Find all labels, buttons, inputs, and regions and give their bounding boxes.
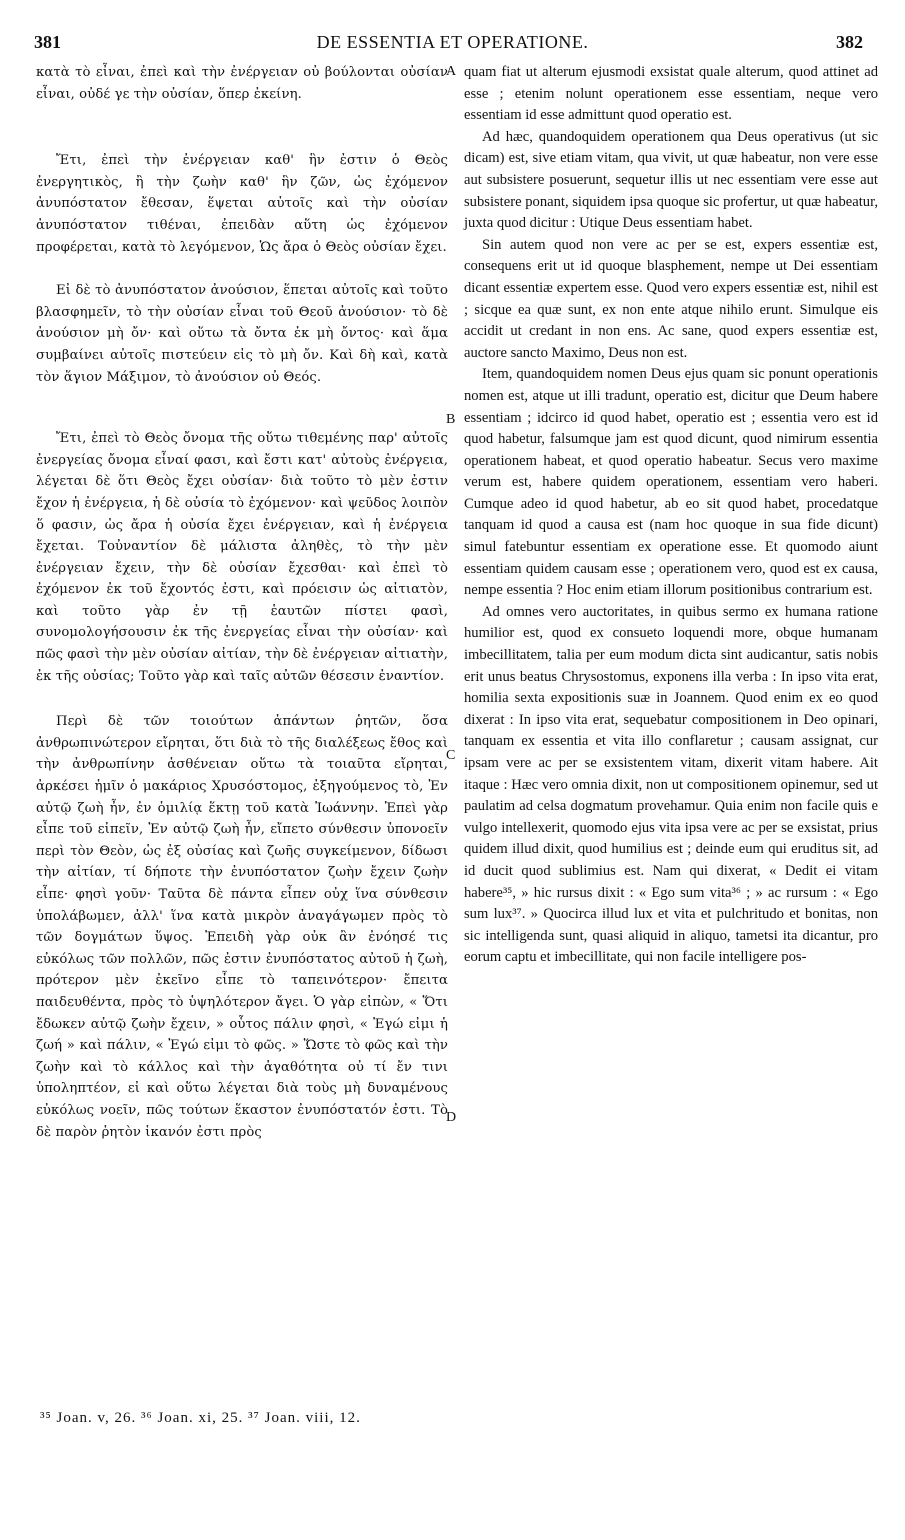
paragraph-gap (36, 687, 448, 711)
greek-paragraph: κατὰ τὸ εἶναι, ἐπεὶ καὶ τὴν ἐνέργειαν οὐ βούλονται οὐσίαν εἶναι, οὐδέ γε τὴν οὐσίαν, ὅπερ ἐκείνη. (36, 65, 448, 102)
margin-marker-d: D (446, 1110, 457, 1125)
latin-paragraph: Item, quandoquidem nomen Deus ejus quam sic ponunt operationis nomen est, atque ut illi tradunt, operatio est, dicitur que Deum habere essentiam ; idcirco id quod habet, operatio est ; essentia vero est id quod habetur, falsumque jam est quod dicunt, quod nimirum essentia operationem habeat, et quod operatio habeatur. Secus vero maxime verum est, habere quidem operationem, essentiam vero haberi. Cumque adeo id quod habetur, ab eo sit quod habet, procedatque tanquam id quod a causa est (nam hoc quoque in sua fide dicunt) simul fatebuntur essentiam ex operatione esse. Et quomodo aiunt essentiam quidem causam esse ; operationem vero, quod est ex causa, nempe essentia ? Hoc enim etiam illorum positionibus contrarium est. (464, 366, 878, 599)
paragraph-gap (36, 388, 448, 428)
greek-paragraph: Εἰ δὲ τὸ ἀνυπόστατον ἀνούσιον, ἕπεται αὐτοῖς καὶ τοῦτο βλασφημεῖν, τὸ τὴν οὐσίαν εἶναι τοῦ Θεοῦ ἀνούσιον· τὸ δὲ ἀνούσιον μὴ ὄν· καὶ οὕτω τὰ ὄντα ἐκ μὴ ὄντος· καὶ ἅμα συμβαίνει αὐτοῖς πιστεύειν εἰς τὸ μὴ ὄν. Καὶ δὴ καὶ, κατὰ τὸν ἅγιον Μάξιμον, τὸ ἀνούσιον οὐ Θεός. (36, 283, 448, 385)
latin-paragraph: Ad omnes vero auctoritates, in quibus sermo ex humana ratione humilior est, quod ex consueto loquendi more, obque humanam imbecillitatem, talia per eum modum dicta sint audicantur, satis nobis erit unus beatus Chrysostomus, exponens illa verba : In ipso vita erat, homilia sexta expositionis suæ in Joannem. Quod enim ex eo quod dixerat : In ipso vita erat, sequebatur compositionem in Deo opinari, tanquam ex essentia et vita illo conflaretur ; causam assignat, cur ipsam vere ac per se exsistentem vitam, dixerit vitam habere. Ait itaque : Hæc vero omnia dixit, non ut compositionem opinemur, sed ut paulatim ad celsa dogmatum provehamur. Quia enim non facile quis e vulgo intellexerit, quomodo ejus vita ipsa vere ac per se exsistat, prius quidem illud dixit, quod humilius est ; deinde eum qui eruditus sit, ad id ducit quod sublimius est. Nam qui dixerat, « Dedit ei vitam habere³⁵, » hic rursus dixit : « Ego sum vita³⁶ ; » ac rursum : « Ego sum lux³⁷. » Quocirca illud lux et vita et pulchritudo et bonitas, non sic intelligenda sunt, quasi aliquid in aliquo, tametsi ita dicantur, pro eorum captu et imbecillitate, qui non facile intelligere pos- (464, 603, 878, 966)
footnotes: ³⁵ Joan. v, 26. ³⁶ Joan. xi, 25. ³⁷ Joan. viii, 12. (40, 1410, 361, 1426)
margin-marker-b: B (446, 412, 456, 427)
latin-paragraph: Sin autem quod non vere ac per se est, expers essentiæ est, consequens erit ut id quoque blasphement, nempe ut Dei essentiam dicant essentiæ expertem esse. Quod vero expers essentiæ est, nihil est ; sicque ea quæ sunt, ex non ente atque nihilo erunt. Simulque eis accidit ut credant in non ens. Ac sane, quod expers essentiæ est, auctore sancto Maximo, Deus non est. (464, 236, 878, 361)
greek-paragraph: Ἔτι, ἐπεὶ τὸ Θεὸς ὄνομα τῆς οὕτω τιθεμένης παρ' αὐτοῖς ἐνεργείας ὄνομα εἶναί φασι, καὶ ἔστι κατ' αὐτοὺς ἐνέργεια, λέγεται δὲ ὅτι Θεὸς ἔχει οὐσίαν· διὰ τοῦτο τὸ μὲν ἐστιν ἔχον ἡ ἐνέργεια, ἡ δὲ οὐσία τὸ ἐχόμενον· καὶ ψεῦδος λοιπὸν ὅ φασιν, ὡς ἄρα ἡ οὐσία ἔχει ἐνέργειαν, καὶ ἡ ἐνέργεια ἔχεται. Τοὐναντίον δὲ μάλιστα ἀληθὲς, τὸ τὴν μὲν ἐνέργειαν ἔχειν, τὴν δὲ οὐσίαν ἔχεσθαι· καὶ ἐπεὶ τὸ ἐχόμενον ἐκ τοῦ ἔχοντός ἐστι, καὶ πρόεισιν ὡς αἰτιατὸν, καὶ τοῦτο γὰρ ἐν τῇ ἑαυτῶν πίστει φασὶ, συνομολογήσουσιν ἐκ τῆς ἐνεργείας εἶναι τὴν οὐσίαν· καὶ πῶς φασὶ τὴν μὲν οὐσίαν αἰτίαν, τὴν δὲ ἐνέργειαν αἰτιατὴν, ἐκ τῆς οὐσίας; Τοῦτο γὰρ καὶ ταῖς αὐτῶν θέσεσιν ἐναντίον. (36, 431, 448, 684)
latin-paragraph: quam fiat ut alterum ejusmodi exsistat quale alterum, quod attinet ad esse ; etenim nolunt operationem esse essentiam, neque vero essentiam id esse admittunt quod operatio est. (464, 64, 878, 124)
greek-paragraph: Περὶ δὲ τῶν τοιούτων ἁπάντων ῥητῶν, ὅσα ἀνθρωπινώτερον εἴρηται, ὅτι διὰ τὸ τῆς διαλέξεως ἔθος καὶ τὴν ἀνθρωπίνην ἀσθένειαν οὕτω τὰ τοιαῦτα εἴρηται, ἀρκέσει ἡμῖν ὁ μακάριος Χρυσόστομος, ἐξηγούμενος τὸ, Ἐν αὐτῷ ζωὴ ἦν, ἐν ὁμιλίᾳ ἕκτῃ τοῦ κατὰ Ἰωάννην. Ἐπεὶ γὰρ εἶπε τοῦ εἰπεῖν, Ἐν αὐτῷ ζωὴ ἦν, εἴπετο σύνθεσιν ὑπονοεῖν περὶ τὸν Θεὸν, ὡς ἐξ οὐσίας καὶ ζωῆς συγκείμενον, δίδωσι τὴν αἰτίαν, τί δήποτε τὴν ἐνυπόστατον ζωὴν ἔχειν ζωὴν εἶπε· φησὶ γοῦν· Ταῦτα δὲ πάντα εἶπεν οὐχ ἵνα σύνθεσιν ὑπολάβωμεν, ἀλλ' ἵνα κατὰ μικρὸν ἀναγάγωμεν πρὸς τὸ τῶν δογμάτων ὕψος. Ἐπειδὴ γὰρ οὐκ ἂν ἐνόησέ τις εὐκόλως τῶν πολλῶν, πῶς ἐστιν ἐνυπόστατος αὐτοῦ ἡ ζωὴ, πρότερον μὲν ἐκεῖνο εἶπε τὸ ταπεινότερον· ἔπειτα παιδευθέντα, πρὸς τὸ ὑψηλότερον ἄγει. Ὁ γὰρ εἰπὼν, « Ὅτι ἔδωκεν αὐτῷ ζωὴν ἔχειν, » οὗτος πάλιν φησὶ, « Ἐγώ εἰμι ἡ ζωή » καὶ πάλιν, « Ἐγώ εἰμι τὸ φῶς. » Ὥστε τὸ φῶς καὶ τὴν ζωὴν καὶ τὸ κάλλος καὶ τὴν ἀγαθότητα οὐ τί ἔν τινι ὑποληπτέον, εἰ καὶ οὕτω λέγεται διὰ τοὺς μὴ δυναμένους εὐκόλως νοεῖν, πῶς τούτων ἕκαστον ἐνυπόστατόν ἐστι. Τὸ δὲ παρὸν ῥητὸν ἱκανόν ἐστι πρὸς (36, 714, 448, 1140)
running-title: DE ESSENTIA ET OPERATIONE. (316, 32, 589, 52)
greek-column (36, 62, 448, 1143)
greek-paragraph: Ἔτι, ἐπεὶ τὴν ἐνέργειαν καθ' ἣν ἐστιν ὁ Θεὸς ἐνεργητικὸς, ἢ τὴν ζωὴν καθ' ἣν ζῶν, ὡς ἐχόμενον ἀνυπόστατον ἔθεσαν, ἕψεται αὐτοῖς καὶ τὴν οὐσίαν ἀνυπόστατον τιθέναι, ἐπειδὰν αὕτη ὡς ἐχόμενον προφέρεται, κατὰ τὸ λεγόμενον, Ὡς ἄρα ὁ Θεὸς οὐσίαν ἔχει. (36, 153, 448, 255)
paragraph-gap (36, 258, 448, 280)
latin-paragraph: Ad hæc, quandoquidem operationem qua Deus operativus (ut sic dicam) est, sive etiam vitam, qua vivit, ut quæ habeatur, non vere esse aut subsistere posuerunt, sequetur illis ut nec essentiam vere esse aut subsistere ponant, siquidem ipsa quoque sic profertur, ut quæ habeatur, juxta quod dicitur : Utique Deus essentiam habet. (464, 128, 878, 232)
margin-marker-c: C (446, 748, 456, 763)
paragraph-gap (36, 105, 448, 150)
running-header (30, 28, 875, 58)
page-number-left: 381 (34, 32, 61, 52)
margin-marker-a: A (446, 64, 457, 79)
latin-column (464, 62, 878, 969)
page-number-right: 382 (836, 32, 863, 52)
